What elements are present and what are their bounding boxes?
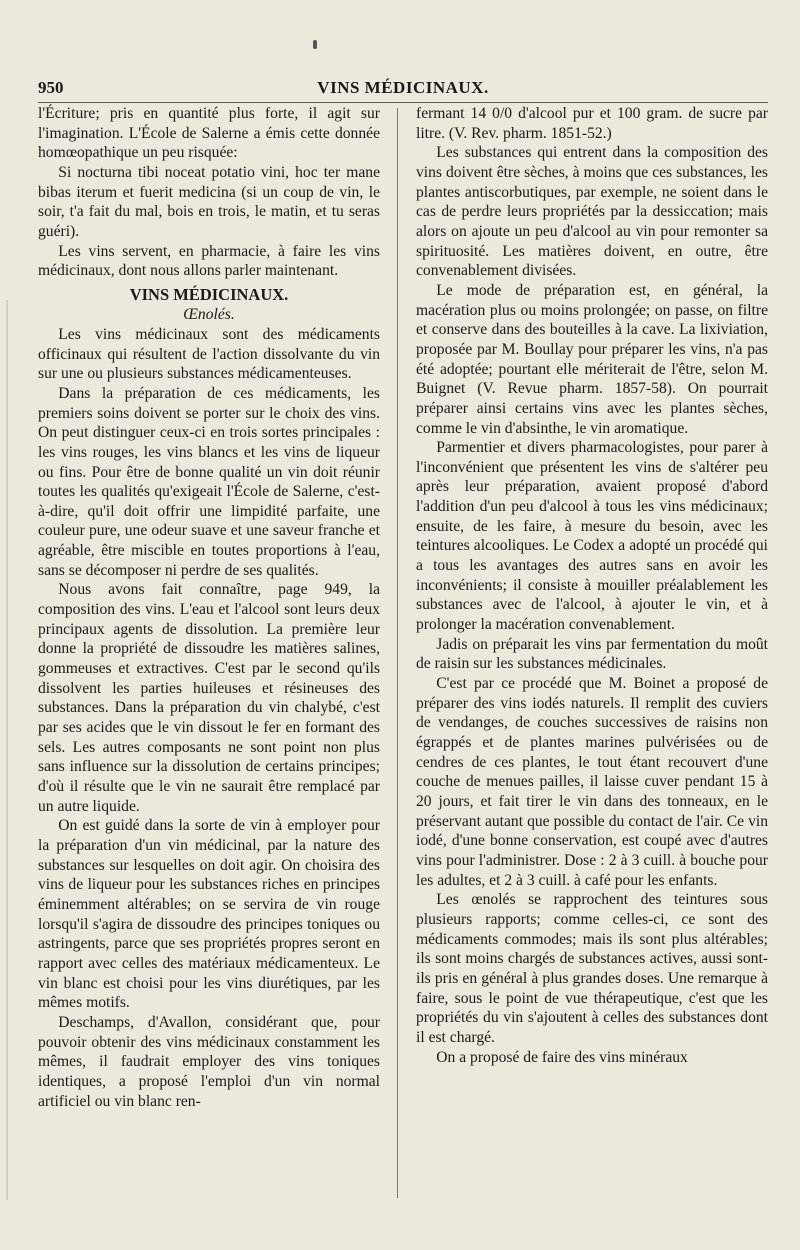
paragraph: Le mode de préparation est, en général, la macération plus ou moins prolongée; on passe, on filtre et conserve dans des bouteilles à la cave. La lixiviation, proposée par M. Boullay pour préparer les vins, n'a pas été adoptée; pourtant elle mériterait de l'être, selon M. Buignet (V. Revue pharm. 1857-58). On pourrait préparer ainsi certains vins avec les plantes sèches, comme le vin d'absinthe, le vin aromatique. [416, 281, 768, 437]
left-column [38, 104, 380, 1214]
page-number: 950 [38, 78, 64, 97]
paragraph: Deschamps, d'Avallon, considérant que, pour pouvoir obtenir des vins médicinaux constamment les mêmes, il faudrait employer des vins toniques identiques, a proposé l'emploi d'un vin normal artificiel ou vin blanc ren- [38, 1013, 380, 1110]
running-head: VINS MÉDICINAUX. [317, 78, 489, 97]
paragraph: Dans la préparation de ces médicaments, les premiers soins doivent se porter sur le choix des vins. On peut distinguer ceux-ci en trois sortes principales : les vins rouges, les vins blancs et les vins de liqueur ou fins. Pour être de bonne qualité un vin doit réunir toutes les qualités qu'exigeait l'École de Salerne, c'est-à-dire, qu'il doit offrir une limpidité parfaite, une couleur pure, une odeur suave et une saveur franche et agréable, être miscible en toutes proportions à l'eau, sans se décomposer ni perdre de ses qualités. [38, 384, 380, 579]
paragraph: Les substances qui entrent dans la composition des vins doivent être sèches, à moins que ces substances, les plantes antiscorbutiques, par exemple, ne soient dans le cas de perdre leurs propriétés par la dessiccation; mais alors on ajoute un peu d'alcool au vin pour remonter sa spirituosité. Les matières doivent, en outre, être convenablement divisées. [416, 144, 768, 280]
paragraph: On est guidé dans la sorte de vin à employer pour la préparation d'un vin médicinal, par la nature des substances sur lesquelles on doit agir. On choisira des vins de liqueur pour les substances riches en principes éminemment altérables; on se servira de vin rouge lorsqu'il s'agira de dissoudre des principes toniques ou astringents, parce que ses propriétés propres seront en rapport avec celles des matériaux médicamenteux. Le vin blanc est choisi pour les vins diurétiques, par les mêmes motifs. [38, 817, 380, 1012]
print-speck [313, 40, 317, 49]
column-divider [397, 108, 398, 1198]
section-title: VINS MÉDICINAUX. [129, 284, 289, 304]
paragraph: On a proposé de faire des vins minéraux [436, 1048, 688, 1066]
paragraph: Les œnolés se rapprochent des teintures sous plusieurs rapports; comme celles-ci, ce sont des médicaments commodes; mais ils sont plus altérables; ils sont moins chargés de substances actives, aussi sont-ils pris en général à plus grandes doses. Une remarque à faire, sous le point de vue thérapeutique, c'est que les propriétés du vin s'ajoutent à celles des substances dont il est chargé. [416, 891, 768, 1046]
paragraph: l'Écriture; pris en quantité plus forte, il agit sur l'imagination. L'École de Salerne a émis cette donnée homœopathique un peu risquée: [38, 105, 380, 162]
page-header [38, 76, 768, 103]
paragraph: Les vins servent, en pharmacie, à faire les vins médicinaux, dont nous allons parler maintenant. [38, 242, 380, 280]
paragraph: Parmentier et divers pharmacologistes, pour parer à l'inconvénient que présentent les vins de s'altérer peu après leur préparation, avaient proposé d'abord l'addition d'un peu d'alcool à tous les vins médicinaux; ensuite, de les faire, à mesure du besoin, avec les teintures alcooliques. Le Codex a adopté un procédé qui a tous les avantages des autres sans en avoir les inconvénients; il consiste à mouiller préalablement les substances avec de l'alcool, à ajouter le vin, et à prolonger la macération convenablement. [416, 439, 768, 634]
section-subtitle: Œnolés. [183, 305, 235, 323]
paragraph: Nous avons fait connaître, page 949, la composition des vins. L'eau et l'alcool sont leurs deux principaux agents de dissolution. La première leur donne la propriété de dissoudre les matières salines, gommeuses et extractives. C'est par le second qu'ils dissolvent les parties huileuses et résineuses des substances. Dans la préparation du vin chalybé, c'est par ses acides que le vin dissout le fer en formant des sels. Les autres composants ne sont point non plus sans influence sur la dissolution de certains principes; d'où il résulte que le vin ne saurait être remplacé par un autre liquide. [38, 581, 380, 815]
right-column [416, 104, 768, 1214]
page-edge-shadow [6, 300, 8, 1200]
paragraph: fermant 14 0/0 d'alcool pur et 100 gram. de sucre par litre. (V. Rev. pharm. 1851-52.) [416, 105, 768, 142]
paragraph: Les vins médicinaux sont des médicaments officinaux qui résultent de l'action dissolvante du vin sur une ou plusieurs substances médicamenteuses. [38, 325, 380, 383]
paragraph: C'est par ce procédé que M. Boinet a proposé de préparer des vins iodés naturels. Il remplit des cuviers de vendanges, de couches successives de raisins non égrappés et de plantes marines pulvérisées ou de cendres de ces plantes, le tout étant recouvert d'une couche de menues pailles, il laisse cuver pendant 15 à 20 jours, et fait tirer le vin dans des tonneaux, en le préservant autant que possible du contact de l'air. Ce vin iodé, d'une bonne conservation, est coupé avec d'autres vins pour l'administrer. Dose : 2 à 3 cuill. à bouche pour les adultes, et 2 à 3 cuill. à café pour les enfants. [416, 675, 768, 889]
paragraph-latin-quote: Si nocturna tibi noceat potatio vini, hoc ter mane bibas iterum et fuerit medicina (si un coup de vin, le soir, t'a fait du mal, bois en trois, le matin, et tu seras guéri). [38, 163, 380, 240]
paragraph: Jadis on préparait les vins par fermentation du moût de raisin sur les substances médicinales. [416, 635, 768, 673]
